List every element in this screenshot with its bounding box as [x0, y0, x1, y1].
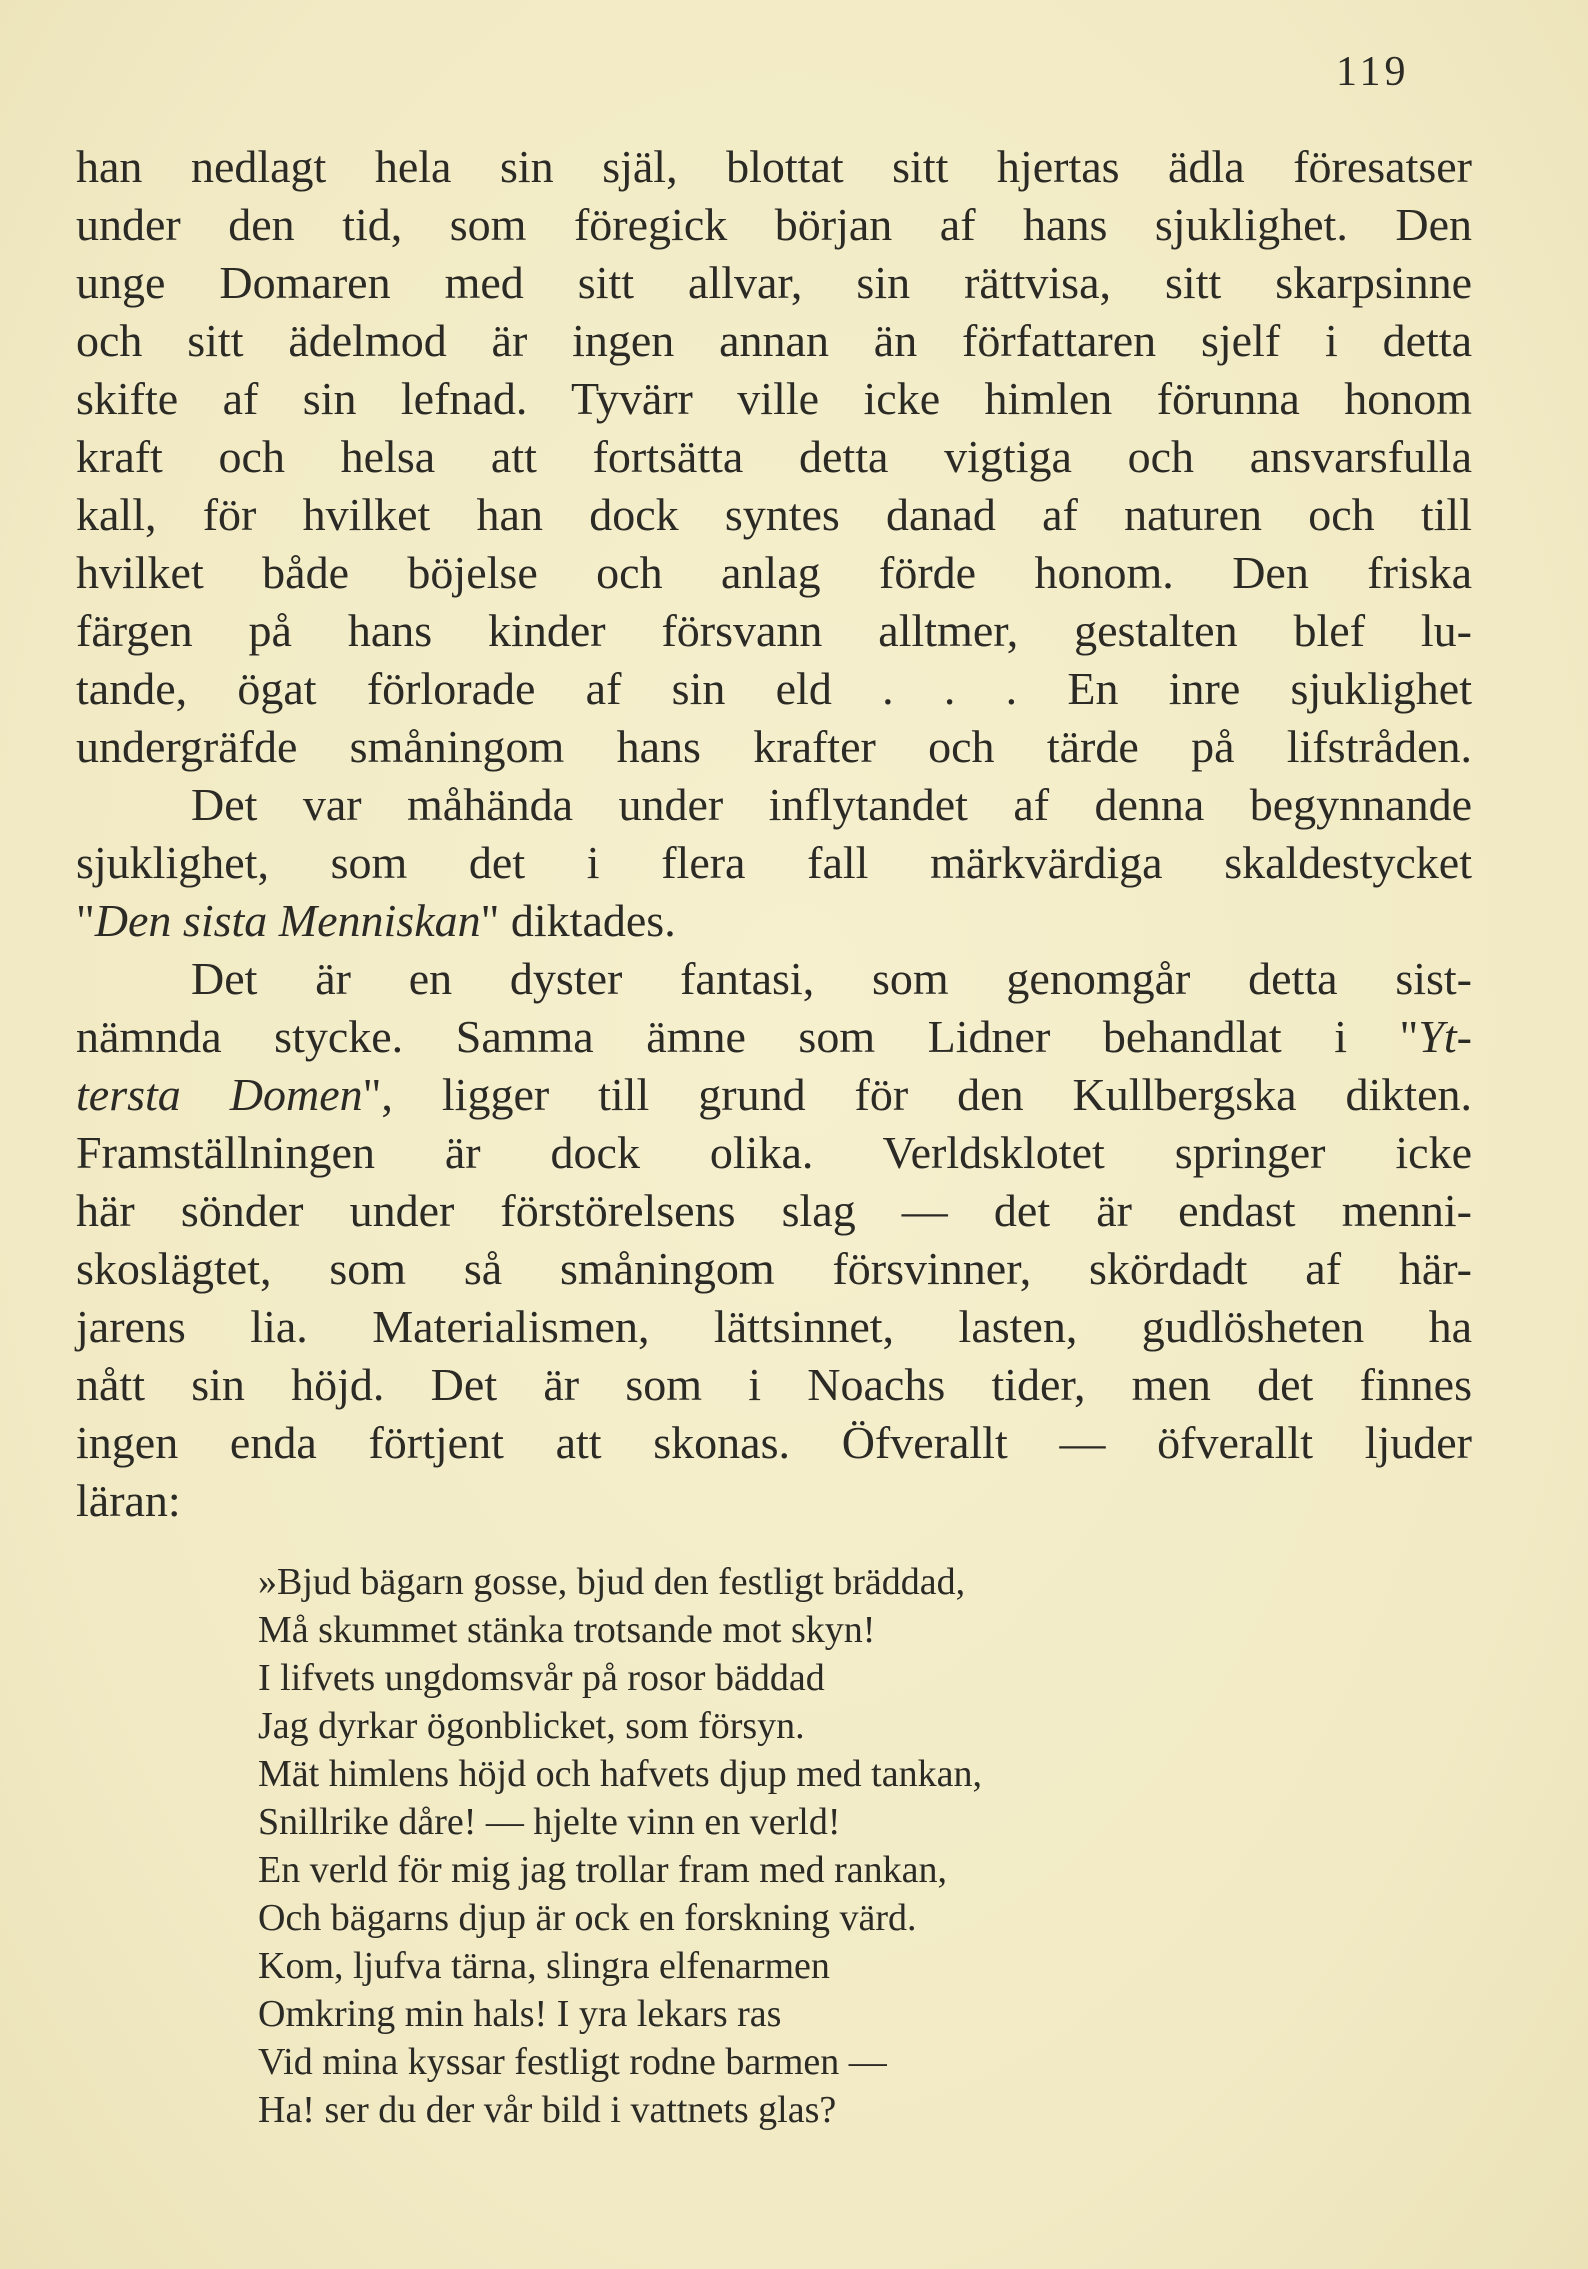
poem-line: Må skummet stänka trotsande mot skyn!	[258, 1609, 876, 1651]
prose-text: " diktades.	[480, 895, 676, 946]
prose-body	[76, 138, 1472, 1530]
prose-line: kraft och helsa att fortsätta detta vigtiga och ansvarsfulla	[76, 431, 1472, 482]
italic-title: Den sista Menniskan	[94, 895, 481, 946]
prose-line: Det var måhända under inflytandet af denna begynnande	[191, 779, 1472, 830]
prose-line: nått sin höjd. Det är som i Noachs tider, men det finnes	[76, 1359, 1472, 1410]
poem-line: »Bjud bägarn gosse, bjud den festligt bräddad,	[258, 1561, 966, 1603]
prose-line: han nedlagt hela sin själ, blottat sitt hjertas ädla föresatser	[76, 141, 1472, 192]
poem-line: Och bägarns djup är ock en forskning värd.	[258, 1897, 917, 1939]
poem-line: Jag dyrkar ögonblicket, som försyn.	[258, 1705, 805, 1747]
prose-text: "	[76, 895, 95, 946]
prose-line: sjuklighet, som det i flera fall märkvärdiga skaldestycket	[76, 837, 1472, 888]
prose-line: ingen enda förtjent att skonas. Öfverallt — öfverallt ljuder	[76, 1417, 1472, 1468]
prose-line: undergräfde småningom hans krafter och tärde på lifstråden.	[76, 721, 1472, 772]
italic-title: Yt-	[1418, 1011, 1472, 1062]
poem-line: Ha! ser du der vår bild i vattnets glas?	[258, 2089, 837, 2131]
poem-line: Snillrike dåre! — hjelte vinn en verld!	[258, 1801, 841, 1843]
prose-line: unge Domaren med sitt allvar, sin rättvisa, sitt skarpsinne	[76, 257, 1472, 308]
prose-line: färgen på hans kinder försvann alltmer, gestalten blef lu-	[76, 605, 1472, 656]
italic-title: tersta Domen	[76, 1069, 363, 1120]
page-number: 119	[1336, 49, 1410, 95]
prose-line: under den tid, som föregick början af hans sjuklighet. Den	[76, 199, 1472, 250]
prose-line: Det är en dyster fantasi, som genomgår detta sist-	[191, 953, 1472, 1004]
prose-line: Framställningen är dock olika. Verldsklotet springer icke	[76, 1127, 1472, 1178]
poem-line: En verld för mig jag trollar fram med rankan,	[258, 1849, 948, 1891]
prose-line: skoslägtet, som så småningom försvinner, skördadt af här-	[76, 1243, 1472, 1294]
prose-line: skifte af sin lefnad. Tyvärr ville icke himlen förunna honom	[76, 373, 1472, 424]
poem-line: Omkring min hals! I yra lekars ras	[258, 1993, 782, 2035]
poem-line: Mät himlens höjd och hafvets djup med tankan,	[258, 1753, 982, 1795]
prose-line	[76, 892, 1472, 950]
prose-line	[76, 1008, 1472, 1066]
prose-text: nämnda stycke. Samma ämne som Lidner behandlat i "	[76, 1011, 1419, 1062]
poem-line: I lifvets ungdomsvår på rosor bäddad	[258, 1657, 825, 1699]
prose-line: kall, för hvilket han dock syntes danad af naturen och till	[76, 489, 1472, 540]
poem-line: Kom, ljufva tärna, slingra elfenarmen	[258, 1945, 830, 1987]
poem-line: Vid mina kyssar festligt rodne barmen —	[258, 2041, 887, 2083]
prose-line	[76, 1066, 1472, 1124]
poem-block	[258, 1558, 1258, 2134]
prose-line: här sönder under förstörelsens slag — det är endast menni-	[76, 1185, 1472, 1236]
prose-line: jarens lia. Materialismen, lättsinnet, lasten, gudlösheten ha	[76, 1301, 1472, 1352]
prose-text: ", ligger till grund för den Kullbergska dikten.	[362, 1069, 1473, 1120]
prose-line: hvilket både böjelse och anlag förde honom. Den friska	[76, 547, 1472, 598]
prose-line: och sitt ädelmod är ingen annan än författaren sjelf i detta	[76, 315, 1472, 366]
prose-line: läran:	[76, 1475, 181, 1526]
prose-line: tande, ögat förlorade af sin eld . . . En inre sjuklighet	[76, 663, 1472, 714]
